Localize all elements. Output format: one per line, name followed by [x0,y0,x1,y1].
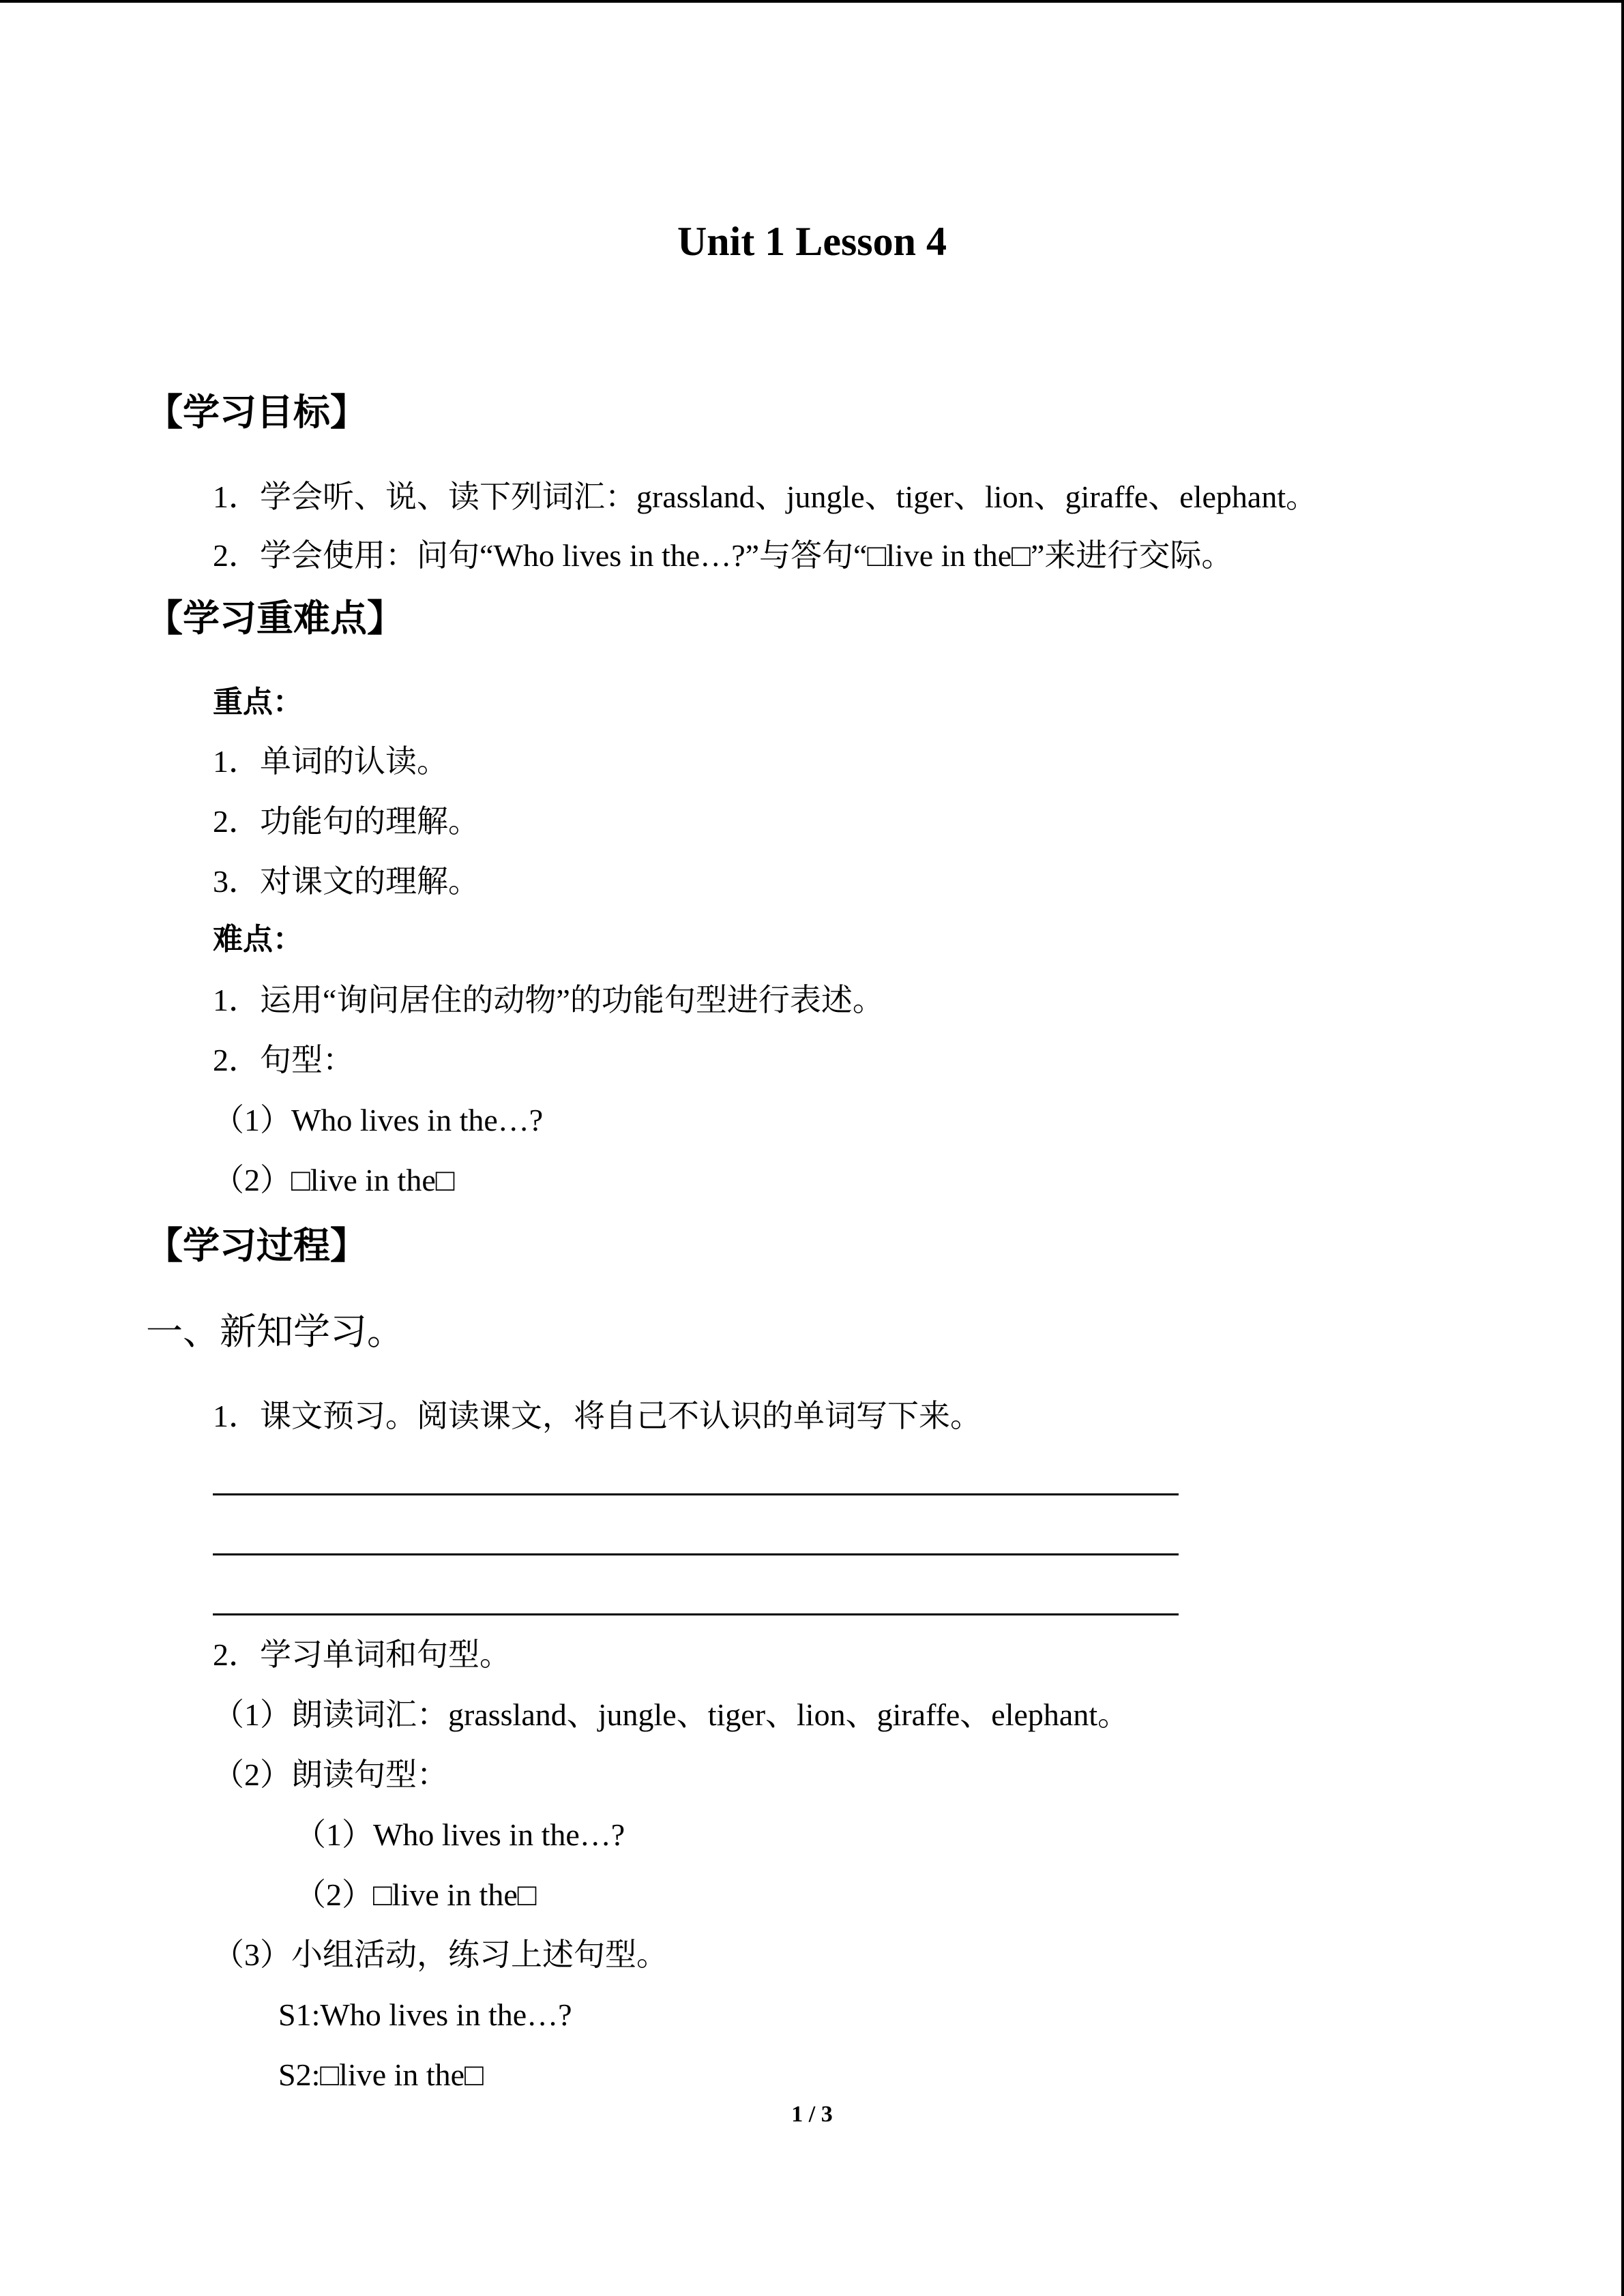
page-number: 1 / 3 [791,2102,833,2127]
sub-step: （2）朗读句型： [213,1757,448,1792]
sub-step: （1）朗读词汇：grassland、jungle、tiger、lion、giraffe、elephant。 [213,1697,1130,1732]
dialogue-line: S2:□live in the□ [278,2057,484,2092]
key-points-heading: 【学习重难点】 [146,597,404,640]
step-item: 1．课文预习。阅读课文，将自己不认识的单词写下来。 [213,1399,981,1433]
dialogue-line: S1:Who lives in the…? [278,1997,572,2032]
page-border-right [1621,0,1624,2296]
document-title: Unit 1 Lesson 4 [677,219,947,264]
goal-item: 1．学会听、说、读下列词汇：grassland、jungle、tiger、lion、giraffe、elephant。 [213,479,1318,514]
pattern-item: （2）□live in the□ [213,1163,455,1197]
page-border-top [0,0,1624,3]
focus-item: 1．单词的认读。 [213,744,448,779]
answer-blank-line[interactable] [213,1553,1179,1555]
pattern-item: （1）Who lives in the…? [295,1817,625,1852]
pattern-item: （1）Who lives in the…? [213,1103,544,1137]
section-heading: 一、新知学习。 [146,1311,404,1352]
focus-item: 3．对课文的理解。 [213,864,479,899]
difficulty-item: 2．句型： [213,1043,354,1077]
answer-blank-line[interactable] [213,1613,1179,1615]
difficulty-label: 难点： [213,922,303,957]
goals-heading: 【学习目标】 [146,391,367,434]
process-heading: 【学习过程】 [146,1224,367,1267]
goal-item: 2．学会使用：问句“Who lives in the…?”与答句“□live in the□”来进行交际。 [213,538,1233,573]
pattern-item: （2）□live in the□ [295,1877,537,1912]
sub-step: （3）小组活动，练习上述句型。 [213,1937,668,1972]
answer-blank-line[interactable] [213,1493,1179,1495]
focus-item: 2．功能句的理解。 [213,804,479,839]
focus-label: 重点： [213,685,303,719]
step-item: 2．学习单词和句型。 [213,1637,511,1672]
difficulty-item: 1．运用“询问居住的动物”的功能句型进行表述。 [213,983,884,1017]
